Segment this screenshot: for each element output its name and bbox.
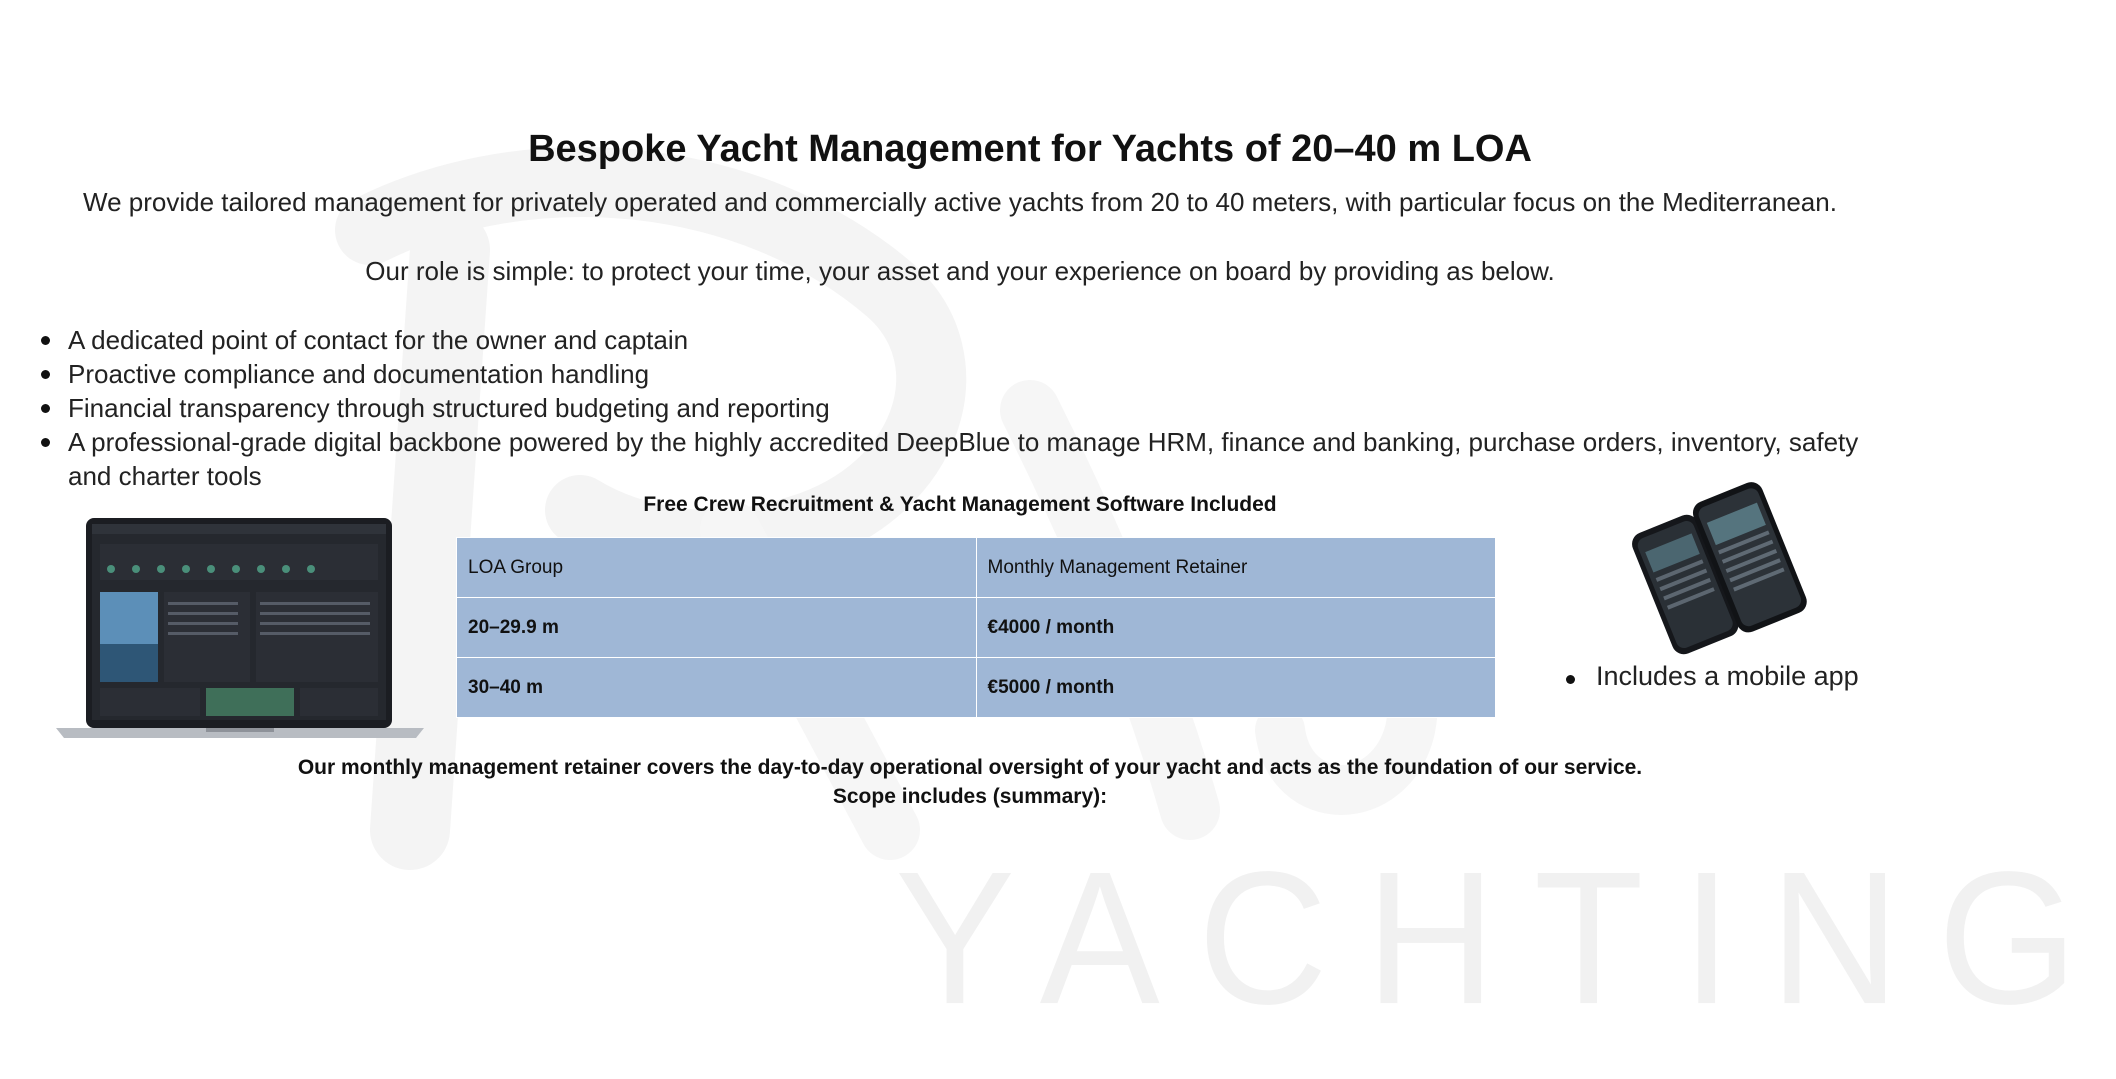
table-cell: 30–40 m <box>457 658 977 718</box>
table-cell: €5000 / month <box>976 658 1496 718</box>
scope-heading: Scope includes (summary): <box>832 785 1108 808</box>
watermark-text: YACHTING <box>895 832 2116 1045</box>
table-header-row <box>457 538 1496 598</box>
bullet-item: Proactive compliance and documentation handling <box>38 357 1888 391</box>
service-bullet-list <box>38 323 1888 493</box>
bullet-item: A dedicated point of contact for the owner and captain <box>38 323 1888 357</box>
mobile-app-image <box>1628 468 1818 658</box>
retainer-summary: Our monthly management retainer covers the day-to-day operational oversight of your yacht and acts as the foundation of our service. <box>297 756 1643 779</box>
bullet-item: Financial transparency through structured budgeting and reporting <box>38 391 1888 425</box>
pricing-table <box>456 537 1496 718</box>
page-title: Bespoke Yacht Management for Yachts of 20–40 m LOA <box>528 128 1532 170</box>
table-header-cell: Monthly Management Retainer <box>976 538 1496 598</box>
role-text: Our role is simple: to protect your time, your asset and your experience on board by providing as below. <box>365 256 1555 286</box>
subhead-text: Free Crew Recruitment & Yacht Management Software Included <box>643 493 1277 516</box>
table-row <box>457 598 1496 658</box>
table-cell: €4000 / month <box>976 598 1496 658</box>
table-header-cell: LOA Group <box>457 538 977 598</box>
table-row <box>457 658 1496 718</box>
laptop-screenshot-image <box>56 514 424 740</box>
intro-text: We provide tailored management for privately operated and commercially active yachts from 20 to 40 meters, with particular focus on the Mediterranean. <box>83 187 1837 217</box>
mobile-app-bullet: Includes a mobile app <box>1562 661 1859 692</box>
table-cell: 20–29.9 m <box>457 598 977 658</box>
bullet-item: A professional-grade digital backbone powered by the highly accredited DeepBlue to manage HRM, finance and banking, purchase orders, inventory, safety and charter tools <box>38 425 1888 493</box>
